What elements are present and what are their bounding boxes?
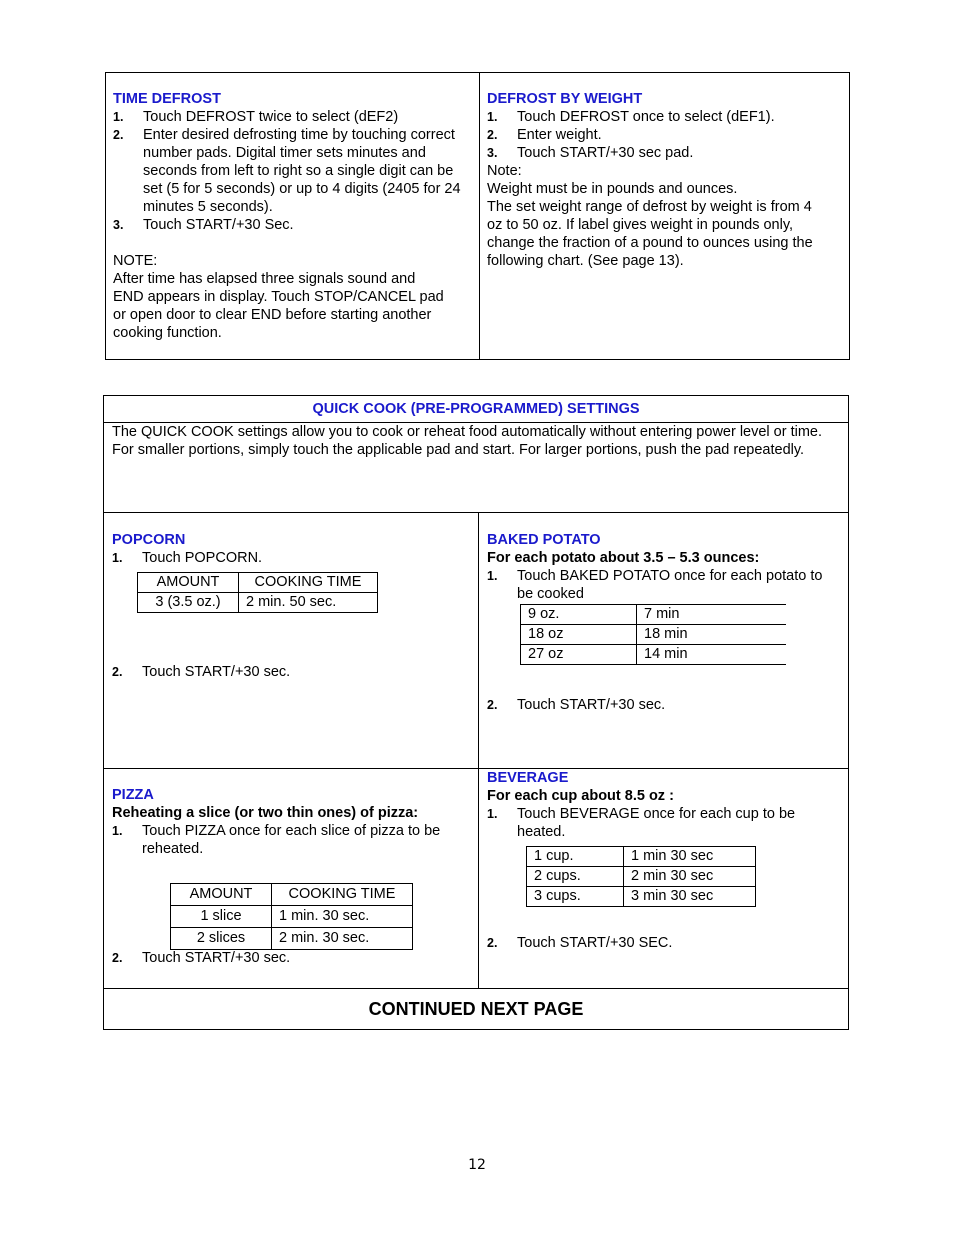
popcorn-section <box>112 531 472 567</box>
table-row: 9 oz. 7 min <box>521 605 787 625</box>
list-item: 1. Touch POPCORN. <box>112 550 263 566</box>
defrost-weight-note-line2: The set weight range of defrost by weight is from 4 oz to 50 oz. If label gives weight in pounds only, change the fraction of a pound to ounces using the following chart. (See page 13). <box>487 199 813 269</box>
quick-cook-intro <box>112 423 840 459</box>
list-item: 2. Touch START/+30 sec. <box>112 950 291 966</box>
table-row: AMOUNT COOKING TIME <box>138 573 378 593</box>
quick-cook-footer-rule <box>103 988 849 989</box>
beverage-section <box>487 769 839 841</box>
quick-cook-title: QUICK COOK (PRE-PROGRAMMED) SETTINGS <box>312 401 640 417</box>
table-row: 27 oz 14 min <box>521 645 787 665</box>
baked-potato-title: BAKED POTATO <box>487 532 601 548</box>
table-row: 18 oz 18 min <box>521 625 787 645</box>
list-item: 2. Enter desired defrosting time by touching correct number pads. Digital timer sets minutes and seconds from left to right so a single digit can be set (5 for 5 seconds) or up to 4 digits (2405 for 24 minutes 5 seconds). <box>113 127 461 215</box>
list-item: 3. Touch START/+30 sec pad. <box>487 145 694 161</box>
list-item: 3. Touch START/+30 Sec. <box>113 217 294 233</box>
beverage-step2 <box>487 934 839 952</box>
baked-potato-subtitle: For each potato about 3.5 – 5.3 ounces: <box>487 550 760 566</box>
time-defrost-note-label: NOTE: <box>113 253 158 269</box>
defrost-weight-section <box>487 90 835 270</box>
list-item: 1. Touch PIZZA once for each slice of pizza to be reheated. <box>112 823 441 857</box>
defrost-weight-note-label: Note: <box>487 163 522 179</box>
list-item: 2. Touch START/+30 sec. <box>487 697 666 713</box>
defrost-weight-note-line1: Weight must be in pounds and ounces. <box>487 181 738 197</box>
list-item: 1. Touch BAKED POTATO once for each potato to be cooked <box>487 568 823 602</box>
list-item: 2. Touch START/+30 sec. <box>112 664 291 680</box>
defrost-weight-title: DEFROST BY WEIGHT <box>487 91 643 107</box>
time-defrost-section <box>113 90 475 342</box>
table-row: 3 cups. 3 min 30 sec <box>527 887 756 907</box>
baked-potato-table <box>520 604 786 665</box>
table-row: 1 slice 1 min. 30 sec. <box>171 906 413 928</box>
baked-potato-section <box>487 531 839 603</box>
time-defrost-title: TIME DEFROST <box>113 91 221 107</box>
list-item: 2. Enter weight. <box>487 127 602 143</box>
quick-cook-divider <box>478 512 479 989</box>
baked-potato-step2 <box>487 696 839 714</box>
table-row: 3 (3.5 oz.) 2 min. 50 sec. <box>138 593 378 613</box>
quick-cook-intro-2: For smaller portions, simply touch the applicable pad and start. For larger portions, push the pad repeatedly. <box>112 442 805 458</box>
defrost-weight-steps <box>487 108 835 162</box>
popcorn-table <box>137 572 378 613</box>
pizza-title: PIZZA <box>112 787 154 803</box>
table-row: AMOUNT COOKING TIME <box>171 884 413 906</box>
list-item: 1. Touch BEVERAGE once for each cup to be heated. <box>487 806 796 840</box>
table-row: 2 slices 2 min. 30 sec. <box>171 928 413 950</box>
popcorn-step2 <box>112 663 472 681</box>
page-number: 12 <box>468 1157 486 1173</box>
time-defrost-steps <box>113 108 475 234</box>
pizza-step2 <box>112 949 472 967</box>
beverage-subtitle: For each cup about 8.5 oz : <box>487 788 674 804</box>
pizza-subtitle: Reheating a slice (or two thin ones) of pizza: <box>112 805 419 821</box>
pizza-section <box>112 786 472 858</box>
quick-cook-intro-rule <box>103 512 849 513</box>
list-item: 1. Touch DEFROST once to select (dEF1). <box>487 109 775 125</box>
list-item: 2. Touch START/+30 SEC. <box>487 935 673 951</box>
popcorn-title: POPCORN <box>112 532 186 548</box>
continued-next-page: CONTINUED NEXT PAGE <box>368 999 584 1019</box>
defrost-divider <box>479 72 480 360</box>
beverage-table <box>526 846 756 907</box>
list-item: 1. Touch DEFROST twice to select (dEF2) <box>113 109 399 125</box>
table-row: 1 cup. 1 min 30 sec <box>527 847 756 867</box>
time-defrost-note-text: After time has elapsed three signals sound and END appears in display. Touch STOP/CANCEL pad or open door to clear END before starting another cooking function. <box>113 271 444 341</box>
table-row: 2 cups. 2 min 30 sec <box>527 867 756 887</box>
quick-cook-intro-1: The QUICK COOK settings allow you to cook or reheat food automatically without entering power level or time. <box>112 424 823 440</box>
beverage-title: BEVERAGE <box>487 770 569 786</box>
pizza-table <box>170 883 413 950</box>
